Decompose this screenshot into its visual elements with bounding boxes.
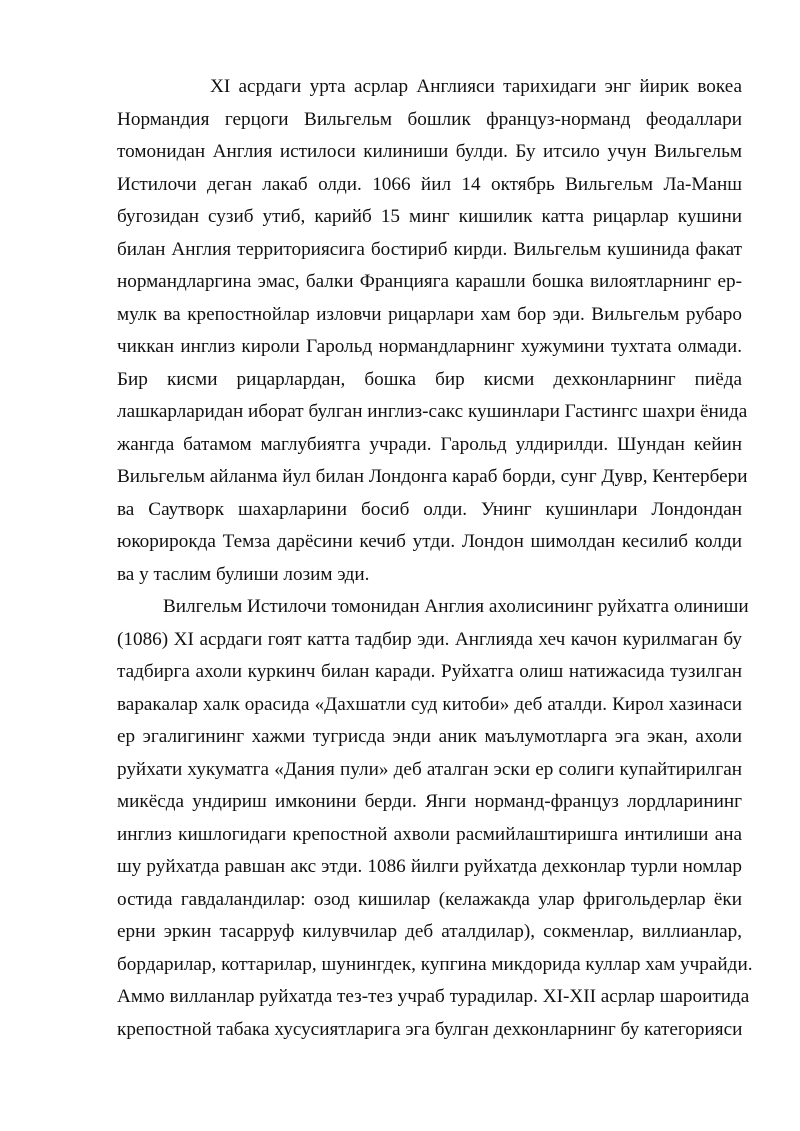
text-line: Аммо вилланлар руйхатда тез-тез учраб турадилар. XI-XII асрлар шароитида [117,986,750,1007]
text-line: нормандларгина эмас, балки Францияга карашли бошка вилоятларнинг ер- [117,271,742,292]
text-line: юкорирокда Темза дарёсини кечиб утди. Лондон шимолдан кесилиб колди [117,531,742,552]
text-line: варакалар халк орасида «Дахшатли суд китоби» деб аталди. Кирол хазинаси [117,693,742,715]
text-line: бугозидан сузиб утиб, карийб 15 минг кишилик катта рицарлар кушини [117,206,742,227]
text-line: (1086) XI асрдаги гоят катта тадбир эди. Англияда хеч качон курилмаган бу [117,628,742,650]
paragraph-1 [117,71,748,591]
text-line: билан Англия территориясига бостириб кирди. Вильгельм кушинида факат [117,238,742,260]
paragraph-2 [117,591,753,1046]
text-line: ер эгалигининг хажми тугрисда энди аник маълумотларга эга экан, ахоли [117,726,742,747]
text-line: инглиз кишлогидаги крепостной ахволи расмийлаштиришга интилиши ана [117,823,742,845]
text-line: Нормандия герцоги Вильгельм бошлик француз-норманд феодаллари [117,108,742,130]
text-line: Истилочи деган лакаб олди. 1066 йил 14 октябрь Вильгельм Ла-Манш [117,173,742,195]
text-line: томонидан Англия истилоси килиниши булди. Бу итсило учун Вильгельм [117,141,742,162]
text-line: шу руйхатда равшан акс этди. 1086 йилги руйхатда дехконлар турли номлар [117,856,742,877]
text-line: ва Саутворк шахарларини босиб олди. Унинг кушинлари Лондондан [117,498,742,520]
text-line: лашкарларидан иборат булган инглиз-сакс кушинлари Гастингс шахри ёнида [117,401,748,422]
text-line: крепостной табака хусусиятларига эга булган дехконларнинг бу категорияси [117,1018,743,1040]
text-line: жангда батамом маглубиятга учради. Гарольд улдирилди. Шундан кейин [117,433,742,455]
text-line: Бир кисми рицарлардан, бошка бир кисми дехконларнинг пиёда [117,368,742,390]
text-line: XI асрдаги урта асрлар Англияси тарихидаги энг йирик вокеа [210,76,742,97]
text-line: микёсда ундириш имконини берди. Янги норманд-француз лордларининг [117,791,742,812]
text-line: Вильгельм айланма йул билан Лондонга караб борди, сунг Дувр, Кентербери [117,466,748,487]
text-line: мулк ва крепостнойлар изловчи рицарлари хам бор эди. Вильгельм рубаро [117,303,742,325]
text-line: остида гавдаландилар: озод кишилар (келажакда улар фригольдерлар ёки [117,888,742,910]
text-line: чиккан инглиз кироли Гарольд нормандларнинг хужумини тухтата олмади. [117,336,742,357]
text-line: ерни эркин тасарруф килувчилар деб аталдилар), сокменлар, виллианлар, [117,921,742,942]
text-line: ва у таслим булиши лозим эди. [117,563,370,585]
text-line: Вилгельм Истилочи томонидан Англия ахолисининг руйхатга олиниши [163,596,749,617]
text-line: тадбирга ахоли куркинч билан каради. Руйхатга олиш натижасида тузилган [117,661,742,682]
text-line: бордарилар, коттарилар, шунингдек, купгина микдорида куллар хам учрайди. [117,953,753,975]
text-line: руйхати хукуматга «Дания пули» деб аталган эски ер солиги купайтирилган [117,758,742,780]
